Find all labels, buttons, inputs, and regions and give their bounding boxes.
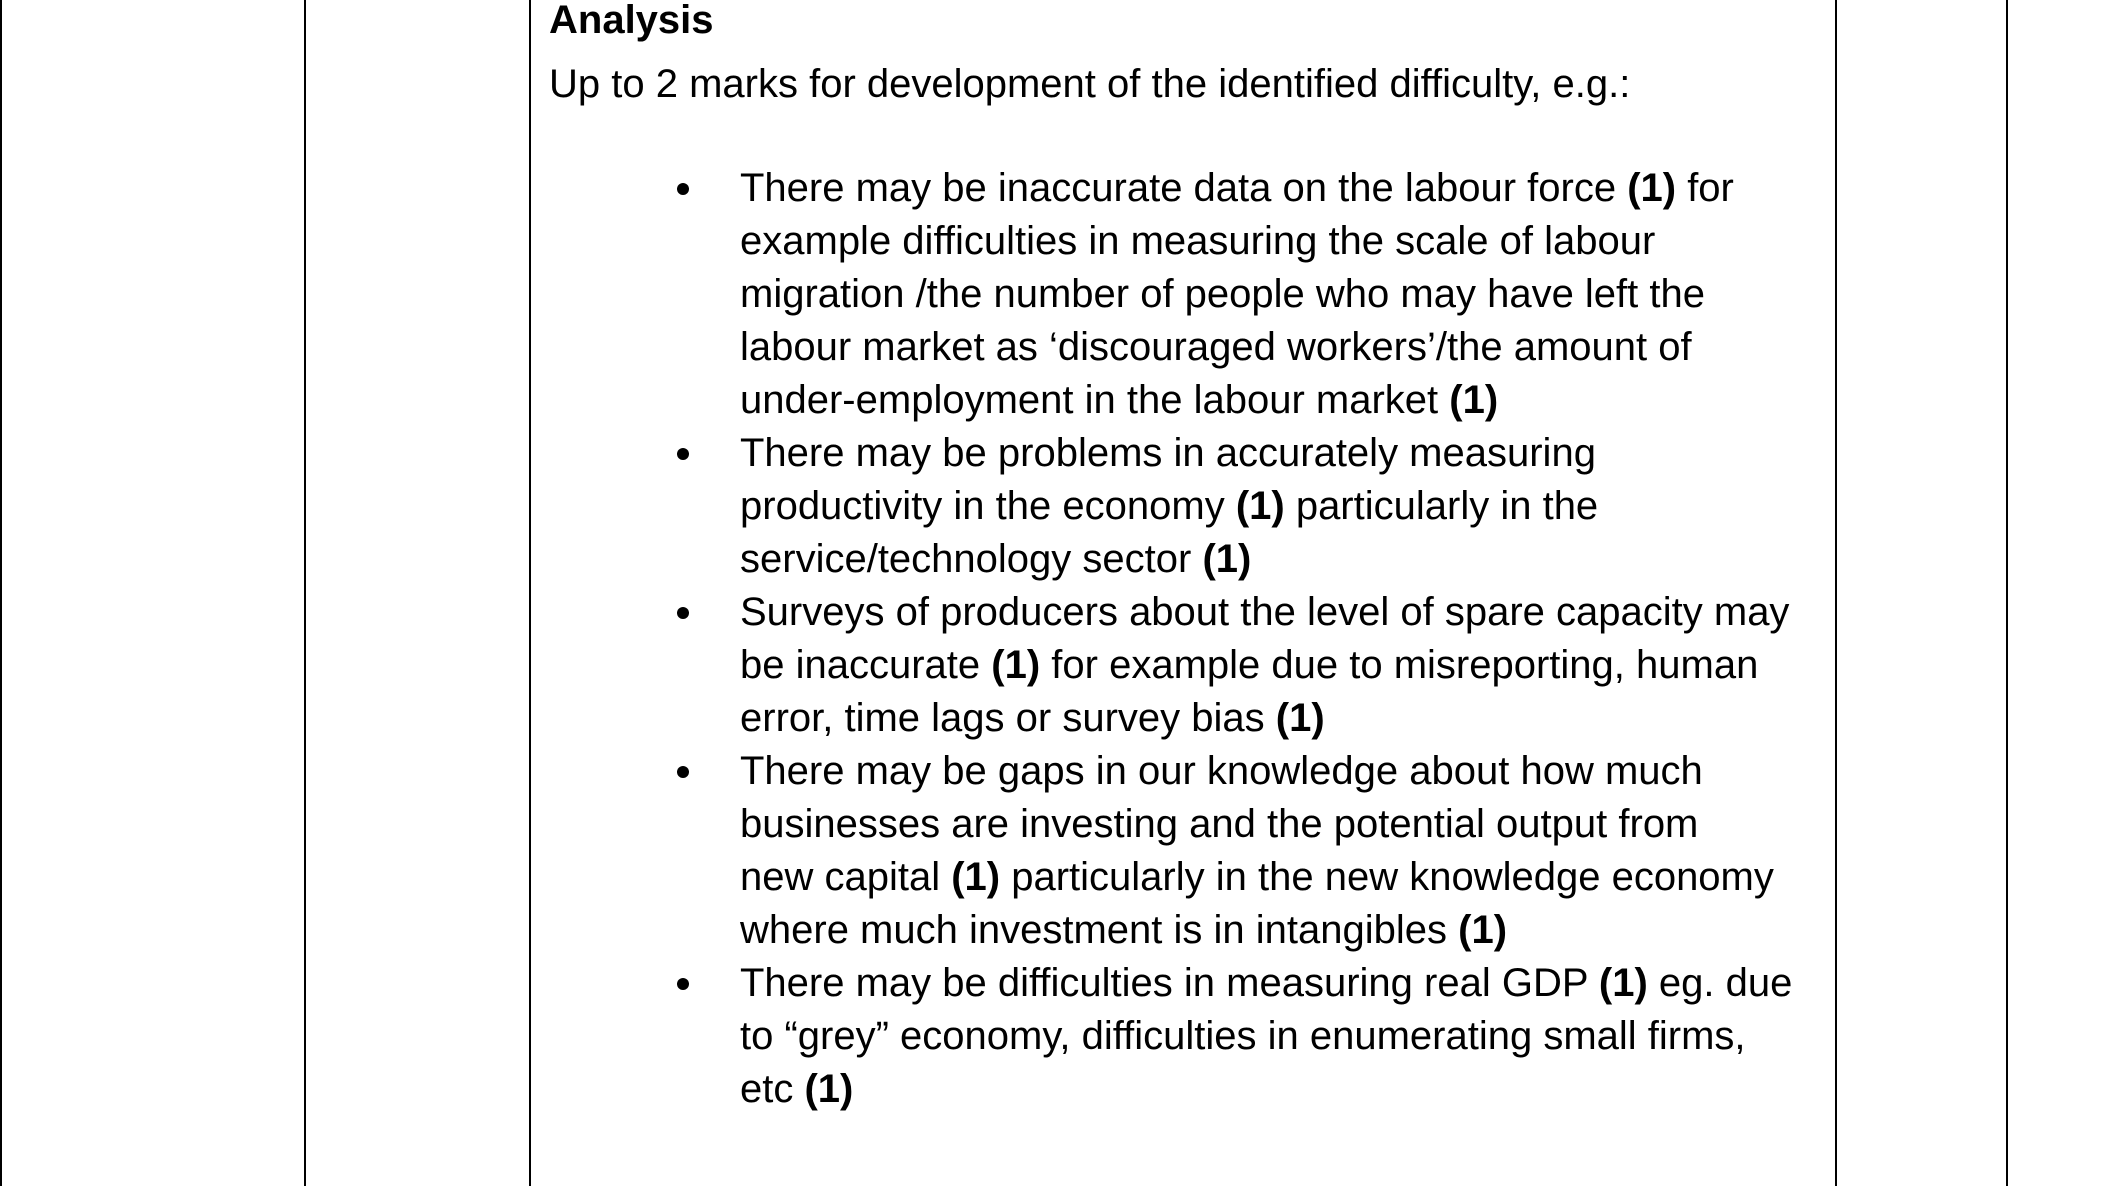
mark-label: (1) [804,1067,854,1111]
mark-label: (1) [1235,484,1285,528]
mark-label: (1) [991,643,1041,687]
list-item [549,586,1811,745]
list-item-line: be inaccurate (1) for example due to misreporting, human [740,643,1759,687]
list-item-line: There may be difficulties in measuring real GDP (1) eg. due [740,961,1793,1005]
list-item-line: where much investment is in intangibles (1) [740,908,1508,952]
bullet-dot-icon [677,607,689,619]
list-item [549,745,1811,957]
list-item [549,162,1811,427]
section-intro: Up to 2 marks for development of the identified difficulty, e.g.: [549,62,1631,106]
bullet-dot-icon [677,448,689,460]
list-item-line: There may be problems in accurately measuring [740,431,1596,475]
table-column-divider [1835,0,1837,1186]
mark-label: (1) [1598,961,1648,1005]
table-column-divider [529,0,531,1186]
bullet-dot-icon [677,766,689,778]
list-item-line: to “grey” economy, difficulties in enumerating small firms, [740,1014,1746,1058]
section-heading: Analysis [549,0,714,42]
bullet-dot-icon [677,183,689,195]
list-item-line: new capital (1) particularly in the new knowledge economy [740,855,1774,899]
list-item [549,957,1811,1116]
mark-label: (1) [1627,166,1677,210]
bullet-list [549,162,1811,1116]
table-border-right [2006,0,2008,1186]
mark-label: (1) [1458,908,1508,952]
list-item-line: Surveys of producers about the level of spare capacity may [740,590,1790,634]
list-item-line: under-employment in the labour market (1) [740,378,1499,422]
list-item-line: error, time lags or survey bias (1) [740,696,1325,740]
table-column-divider [304,0,306,1186]
list-item-line: example difficulties in measuring the scale of labour [740,219,1656,263]
list-item [549,427,1811,586]
list-item-line: productivity in the economy (1) particularly in the [740,484,1599,528]
mark-label: (1) [951,855,1001,899]
list-item-line: labour market as ‘discouraged workers’/the amount of [740,325,1692,369]
list-item-line: There may be inaccurate data on the labour force (1) for [740,166,1734,210]
mark-label: (1) [1275,696,1325,740]
mark-label: (1) [1202,537,1252,581]
mark-label: (1) [1449,378,1499,422]
bullet-dot-icon [677,978,689,990]
list-item-line: businesses are investing and the potential output from [740,802,1699,846]
list-item-line: etc (1) [740,1067,854,1111]
list-item-line: There may be gaps in our knowledge about how much [740,749,1703,793]
list-item-line: service/technology sector (1) [740,537,1252,581]
table-border-left [0,0,2,1186]
list-item-line: migration /the number of people who may have left the [740,272,1705,316]
